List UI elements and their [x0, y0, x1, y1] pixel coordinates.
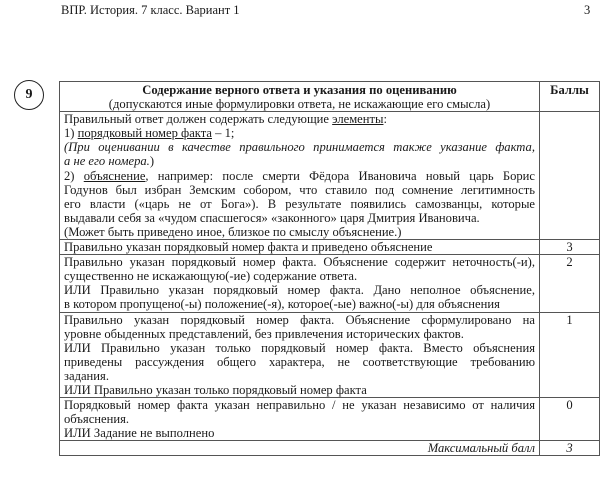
text-segment: объяснения.: [64, 412, 130, 427]
criteria-line: [64, 255, 535, 269]
text-segment: Правильно указан порядковый номер факта. Объяснение сформулировано на: [64, 312, 535, 327]
text-segment: Правильно указан порядковый номер факта. Объяснение содержит неточность(-и),: [64, 255, 535, 270]
text-segment: , например: после смерти Фёдора Ивановича новый царь Борис: [145, 168, 536, 183]
text-segment: Годунов был избран Земским собором, что ставило под сомнение легитимность: [64, 182, 535, 197]
score-cell: 3: [540, 240, 600, 255]
text-segment: приведены рассуждения общего характера, не соответствующие требованию: [64, 354, 535, 369]
criteria-cell: [60, 240, 540, 255]
criteria-line: [64, 283, 535, 297]
text-segment: элементы: [332, 112, 384, 127]
header-score: Баллы: [540, 82, 600, 112]
text-segment: выдавали себя за «чудом спасшегося» «законного» царя Дмитрия Ивановича.: [64, 210, 480, 225]
text-segment: ИЛИ Правильно указан только порядковый номер факта: [64, 382, 367, 397]
text-segment: порядковый номер факта: [77, 126, 212, 141]
text-segment: уровне обыденных представлений, без привлечения исторических фактов.: [64, 326, 464, 341]
criteria-line: [64, 183, 535, 197]
text-segment: существенно не искажающую(-ие) содержание ответа.: [64, 269, 358, 284]
table-row: [60, 240, 600, 255]
criteria-line: [64, 269, 535, 283]
criteria-line: [64, 240, 535, 254]
table-row: [60, 112, 600, 240]
text-segment: ИЛИ Правильно указан порядковый номер факта. Дано неполное объяснение,: [64, 283, 535, 298]
criteria-line: [64, 398, 535, 412]
criteria-line: [64, 225, 535, 239]
text-segment: ИЛИ Задание не выполнено: [64, 426, 215, 441]
header-subtitle: (допускаются иные формулировки ответа, не искажающие его смысла): [108, 97, 491, 112]
header-title: Содержание верного ответа и указания по оцениванию: [142, 83, 457, 97]
text-segment: – 1;: [212, 126, 235, 141]
text-segment: :: [383, 112, 387, 127]
criteria-line: [64, 211, 535, 225]
table-header-row: [60, 82, 600, 112]
header-content-cell: [60, 82, 540, 112]
criteria-line: [64, 112, 535, 126]
text-segment: Правильный ответ должен содержать следующие: [64, 112, 333, 127]
criteria-line: [64, 426, 535, 440]
text-segment: его власти («царь не от Бога»). В результате появились самозванцы, которые: [64, 196, 535, 211]
criteria-line: [64, 369, 535, 383]
text-segment: Правильно указан порядковый номер факта и приведено объяснение: [64, 240, 433, 255]
text-segment: ИЛИ Правильно указан только порядковый номер факта. Вместо объяснения: [64, 340, 535, 355]
max-score-label: Максимальный балл: [60, 441, 540, 456]
criteria-line: [64, 297, 535, 311]
score-cell: 2: [540, 255, 600, 312]
table-row: [60, 255, 600, 312]
text-segment: 2): [64, 168, 84, 183]
criteria-line: [64, 355, 535, 369]
criteria-line: [64, 154, 535, 168]
table-row: [60, 312, 600, 398]
text-segment: задания.: [64, 368, 109, 383]
table-body: [60, 112, 600, 441]
criteria-line: [64, 313, 535, 327]
text-segment: ): [149, 154, 155, 169]
criteria-cell: [60, 255, 540, 312]
criteria-line: [64, 126, 535, 140]
text-segment: Порядковый номер факта указан неправильно / не указан независимо от наличия: [64, 398, 535, 413]
page-header-title: ВПР. История. 7 класс. Вариант 1: [61, 3, 240, 17]
criteria-line: [64, 327, 535, 341]
table-row: [60, 398, 600, 441]
text-segment: объяснение: [83, 168, 146, 183]
score-cell: 0: [540, 398, 600, 441]
max-score-value: 3: [540, 441, 600, 456]
criteria-line: [64, 412, 535, 426]
score-cell: [540, 112, 600, 240]
text-segment: (Может быть приведено иное, близкое по смыслу объяснение.): [64, 224, 402, 239]
text-segment: (При оценивании в качестве правильного принимается также указание факта,: [64, 140, 535, 155]
max-score-row: [60, 441, 600, 456]
text-segment: а не его номера.: [64, 154, 150, 169]
criteria-cell: [60, 312, 540, 398]
grading-table: [59, 81, 600, 456]
text-segment: 1): [64, 126, 78, 141]
criteria-cell: [60, 112, 540, 240]
criteria-line: [64, 140, 535, 154]
criteria-line: [64, 341, 535, 355]
text-segment: в котором пропущено(-ы) положение(-я), которое(-ые) важно(-ы) для объяснения: [64, 297, 500, 312]
criteria-cell: [60, 398, 540, 441]
task-number-badge: 9: [14, 80, 44, 110]
criteria-line: [64, 383, 535, 397]
page-number: 3: [584, 3, 591, 17]
criteria-line: [64, 169, 535, 183]
criteria-line: [64, 197, 535, 211]
score-cell: 1: [540, 312, 600, 398]
